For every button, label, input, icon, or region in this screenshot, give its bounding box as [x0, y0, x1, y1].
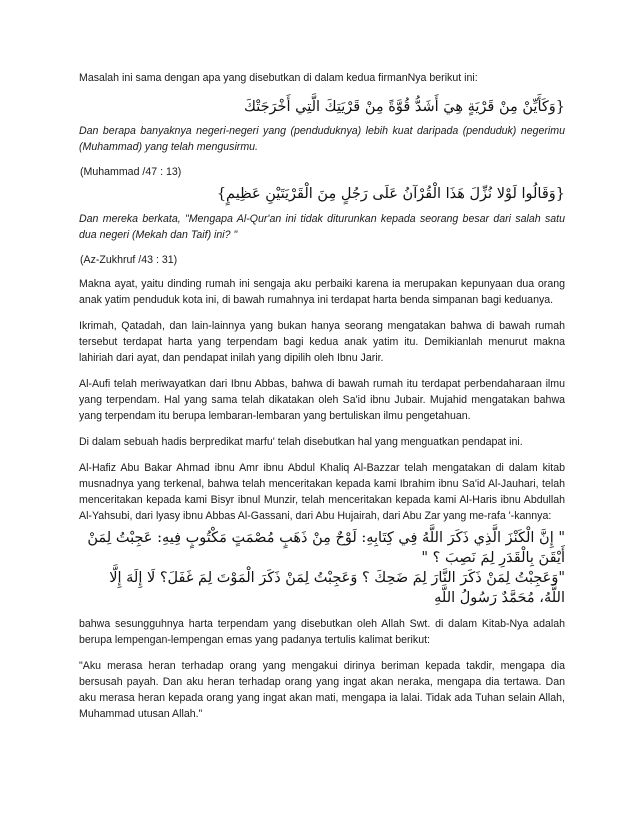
arabic-verse-1: {وَكَأَيِّنْ مِنْ قَرْيَةٍ هِيَ أَشَدُّ قُوَّةً مِنْ قَرْيَتِكَ الَّتِي أَخْرَجَتْكَ	[243, 99, 565, 115]
reference-1: (Muhammad /47 : 13)	[80, 166, 182, 178]
paragraph-4: Di dalam sebuah hadis berpredikat marfu' telah disebutkan hal yang menguatkan pendapat ini.	[79, 436, 523, 448]
translation-2: Dan mereka berkata, "Mengapa Al-Qur'an ini tidak diturunkan kepada seorang besar dari salah satu dua negeri (Mekah dan Taif) ini? "	[79, 213, 565, 241]
paragraph-2: Ikrimah, Qatadah, dan lain-lainnya yang bukan hanya seorang mengatakan bahwa di bawah rumah tersebut terdapat harta yang terpendam bagi kedua anak yatim itu. Demikianlah menurut makna lahiriah dari ayat, dan pendapat inilah yang dipilih oleh Ibnu Jarir.	[79, 320, 565, 364]
intro-text: Masalah ini sama dengan apa yang disebutkan di dalam kedua firmanNya berikut ini:	[79, 72, 478, 84]
paragraph-1: Makna ayat, yaitu dinding rumah ini sengaja aku perbaiki karena ia merupakan kepunyaan dua orang anak yatim penduduk kota ini, di bawah rumahnya ini terdapat harta benda simpanan bagi keduanya.	[79, 278, 565, 306]
translation-1: Dan berapa banyaknya negeri-negeri yang (penduduknya) lebih kuat daripada (penduduk) negerimu (Muhammad) yang telah mengusirmu.	[79, 125, 565, 153]
arabic-verse-2: {وَقَالُوا لَوْلا نُزِّلَ هَذَا الْقُرْآنُ عَلَى رَجُلٍ مِنَ الْقَرْيَتَيْنِ عَظِيمٍ}	[216, 186, 565, 202]
arabic-hadith-line-1: " إِنَّ الْكَنْزَ الَّذِي ذَكَرَ اللَّهُ فِي كِتَابِهِ: لَوْحٌ مِنْ ذَهَبٍ مُصْمَتٍ مَكْتُوبٍ فِيهِ: عَجِبْتُ لِمَنْ أَيْقَنَ بِالْقَدَرِ لِمَ نَصِبَ ؟ "	[87, 530, 565, 566]
document-page	[79, 70, 565, 722]
paragraph-6: bahwa sesungguhnya harta terpendam yang disebutkan oleh Allah Swt. di dalam Kitab-Nya adalah berupa lempengan-lempengan emas yang padanya tertulis kalimat berikut:	[79, 618, 565, 646]
paragraph-3: Al-Aufi telah meriwayatkan dari Ibnu Abbas, bahwa di bawah rumah itu terdapat perbendaharaan ilmu yang terpendam. Hal yang sama telah dikatakan oleh Sa'id ibnu Jubair. Mujahid mengatakan bahwa yang terpendam itu berupa lembaran-lembaran yang bertuliskan ilmu pengetahuan.	[79, 378, 565, 422]
paragraph-7: "Aku merasa heran terhadap orang yang mengakui dirinya beriman kepada takdir, mengapa dia bersusah payah. Dan aku heran terhadap orang yang ingat akan neraka, mengapa dia tertawa. Dan aku merasa heran kepada orang yang ingat akan mati, mengapa ia lalai. Tidak ada Tuhan selain Allah, Muhammad utusan Allah."	[79, 660, 565, 720]
paragraph-5: Al-Hafiz Abu Bakar Ahmad ibnu Amr ibnu Abdul Khaliq Al-Bazzar telah mengatakan di dalam kitab musnadnya yang terkenal, bahwa telah menceritakan kepada kami Ibrahim ibnu Sa'id Al-Jauhari, telah menceritakan kepada kami Bisyr ibnul Munzir, telah menceritakan kepada kami Al-Haris ibnu Abdullah Al-Yahsubi, dari lyasy ibnu Abbas Al-Gassani, dari Abu Hujairah, dari Abu Zar yang me-rafa '-kannya:	[79, 462, 565, 522]
arabic-hadith-line-2: "وَعَجِبْتُ لِمَنْ ذَكَرَ النَّارَ لِمَ ضَحِكَ ؟ وَعَجِبْتُ لِمَنْ ذَكَرَ الْمَوْتَ لِمَ غَفَلَ؟ لَا إِلَهَ إِلَّا اللَّهُ، مُحَمَّدٌ رَسُولُ اللَّهِ	[109, 570, 565, 606]
reference-2: (Az-Zukhruf /43 : 31)	[80, 254, 178, 266]
